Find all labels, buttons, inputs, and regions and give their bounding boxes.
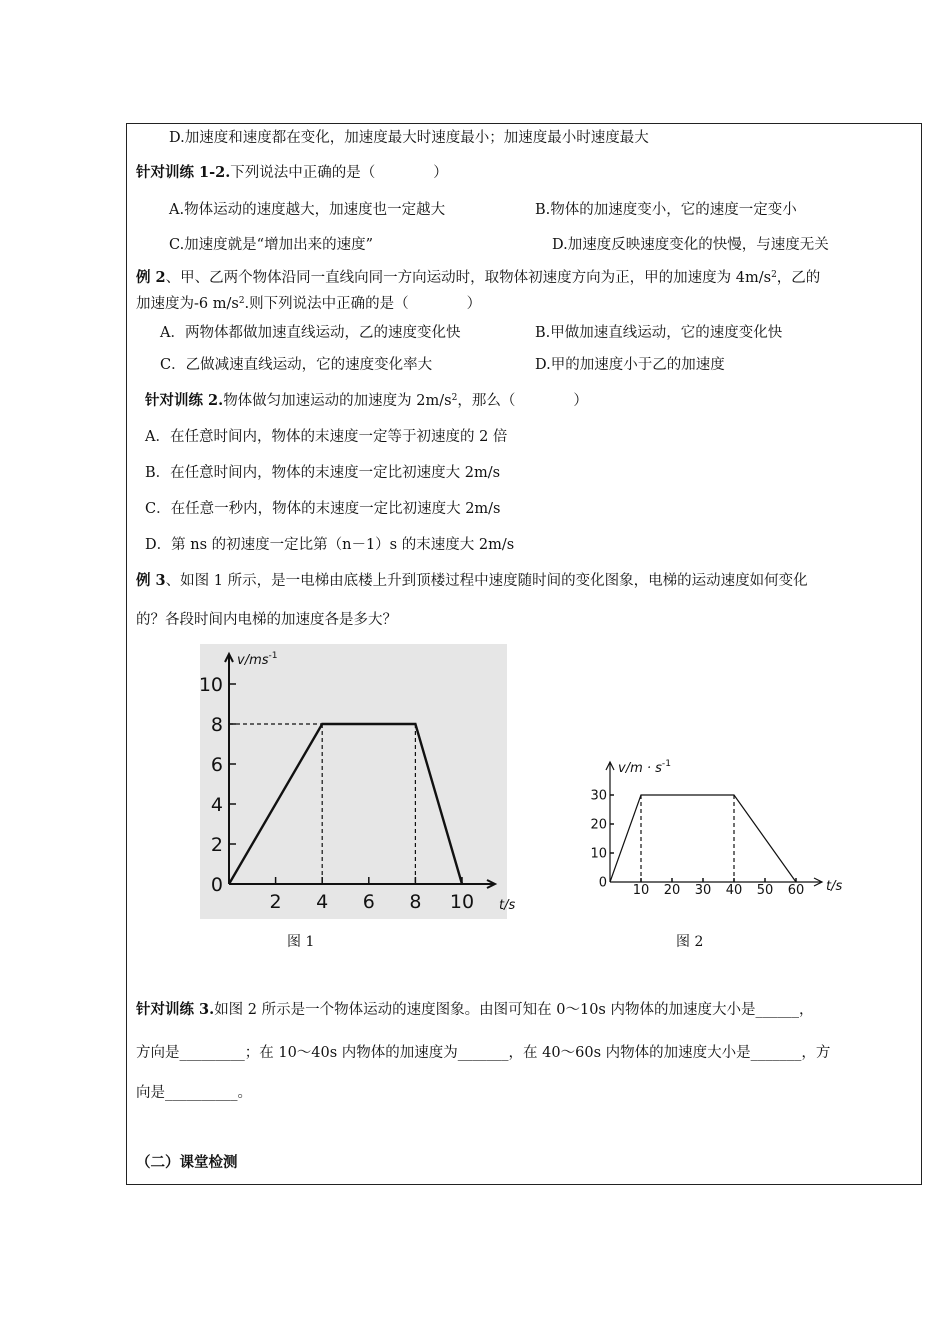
- training-3-line1: [136, 1000, 813, 1020]
- figure-1-chart: [198, 644, 516, 919]
- example-3-line1: [136, 571, 808, 591]
- t12-option-c: C.加速度就是“增加出来的速度”: [169, 237, 374, 253]
- y-tick-label: 10: [198, 673, 223, 696]
- t2-option-c: C．在任意一秒内，物体的末速度一定比初速度大 2m/s: [145, 501, 501, 517]
- y-tick-label: 0: [210, 873, 223, 896]
- x-tick-label: 20: [663, 883, 681, 898]
- example-2-stem2: 加速度为-6 m/s: [136, 296, 239, 312]
- superscript: 2: [771, 270, 777, 280]
- training-3-line2: 方向是_________；在 10～40s 内物体的加速度为_______，在 40～60s 内物体的加速度大小是_______，方: [136, 1045, 831, 1061]
- x-tick-label: 10: [632, 883, 650, 898]
- figure-2-caption: 图 2: [676, 934, 704, 950]
- training-3-label: 针对训练 3.: [136, 1001, 215, 1018]
- y-axis-title: $v/m \cdot s^{-1}$: [618, 759, 671, 776]
- superscript: 2: [451, 393, 458, 403]
- x-tick-label: 4: [316, 891, 329, 913]
- x-tick-label: 40: [725, 883, 743, 898]
- section-heading: （二）课堂检测: [136, 1154, 238, 1171]
- y-tick-label: 10: [590, 846, 607, 862]
- example-2-stem1: 、甲、乙两个物体沿同一直线向同一方向运动时，取物体初速度方向为正，甲的加速度为 4m/s: [165, 270, 772, 286]
- y-tick-label: 4: [210, 793, 223, 816]
- x-tick-label: 8: [409, 891, 422, 913]
- example-2-line1: [136, 268, 820, 288]
- t12-option-b: B.物体的加速度变小，它的速度一定变小: [535, 202, 797, 218]
- training-2: [145, 391, 588, 411]
- figure-2-chart: [590, 752, 860, 902]
- training-3-text1: 如图 2 所示是一个物体运动的速度图象。由图可知在 0～10s 内物体的加速度大小是______，: [214, 1002, 814, 1018]
- example-2-line2: [136, 294, 481, 314]
- superscript: 2: [238, 296, 245, 306]
- t2-option-d: D．第 ns 的初速度一定比第（n－1）s 的末速度大 2m/s: [145, 537, 515, 553]
- x-axis-title: t/s: [499, 898, 516, 913]
- x-tick-label: 6: [362, 891, 375, 913]
- velocity-series-line: [610, 795, 796, 882]
- ex2-option-d: D.甲的加速度小于乙的加速度: [535, 357, 725, 373]
- x-tick-label: 10: [449, 891, 475, 913]
- x-tick-label: 60: [787, 883, 805, 898]
- training-2-stem: 物体做匀加速运动的加速度为 2m/s: [223, 393, 452, 409]
- example-2-stem1-tail: ，乙的: [776, 270, 821, 286]
- example-2-label: 例 2: [136, 269, 166, 286]
- example-3-line2: 的？各段时间内电梯的加速度各是多大？: [136, 612, 397, 628]
- x-axis-title: t/s: [826, 879, 843, 894]
- t2-option-a: A．在任意时间内，物体的末速度一定等于初速度的 2 倍: [145, 429, 508, 445]
- t12-option-a: A.物体运动的速度越大，加速度也一定越大: [169, 202, 446, 218]
- x-tick-label: 50: [756, 883, 774, 898]
- t12-option-d: D.加速度反映速度变化的快慢，与速度无关: [552, 237, 829, 253]
- training-2-stem-tail: ，那么（ ）: [457, 393, 588, 409]
- training-1-2-label: 针对训练 1-2.: [136, 164, 231, 181]
- training-3-line3: 向是__________。: [136, 1085, 252, 1101]
- y-tick-label: 8: [210, 713, 223, 736]
- figure-1-caption: 图 1: [287, 934, 315, 950]
- training-2-label: 针对训练 2.: [145, 392, 224, 409]
- training-1-2: [136, 163, 448, 183]
- x-tick-label: 2: [269, 891, 282, 913]
- ex2-option-a: A．两物体都做加速直线运动，乙的速度变化快: [160, 325, 461, 341]
- x-tick-label: 30: [694, 883, 712, 898]
- y-tick-label: 6: [210, 753, 223, 776]
- example-3-text1: 、如图 1 所示，是一电梯由底楼上升到顶楼过程中速度随时间的变化图象，电梯的运动速度如何变化: [165, 573, 808, 589]
- y-tick-label: 30: [590, 788, 607, 804]
- q1-option-d: D.加速度和速度都在变化，加速度最大时速度最小；加速度最小时速度最大: [169, 130, 649, 146]
- example-2-stem2-tail: .则下列说法中正确的是（ ）: [244, 296, 482, 312]
- y-tick-label: 0: [598, 875, 607, 891]
- y-tick-label: 2: [210, 833, 223, 856]
- ex2-option-c: C．乙做减速直线运动，它的速度变化率大: [160, 357, 433, 373]
- t2-option-b: B．在任意时间内，物体的末速度一定比初速度大 2m/s: [145, 465, 501, 481]
- ex2-option-b: B.甲做加速直线运动，它的速度变化快: [535, 325, 783, 341]
- example-3-label: 例 3: [136, 572, 166, 589]
- y-axis-title: $v/ms^{-1}$: [237, 651, 278, 668]
- training-1-2-stem: 下列说法中正确的是（ ）: [230, 165, 448, 181]
- y-tick-label: 20: [590, 817, 607, 833]
